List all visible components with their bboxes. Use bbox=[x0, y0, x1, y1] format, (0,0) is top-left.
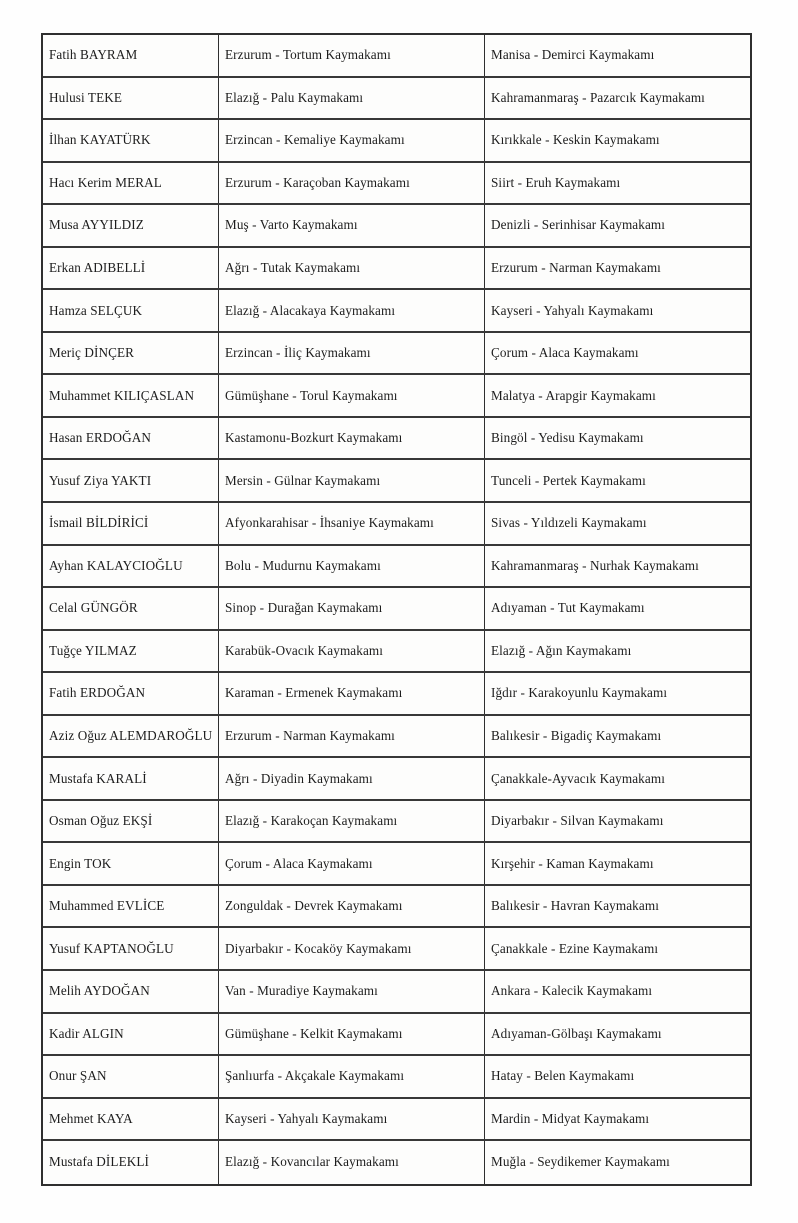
new-post-cell: Diyarbakır - Silvan Kaymakamı bbox=[491, 813, 664, 829]
current-post-cell: Van - Muradiye Kaymakamı bbox=[219, 971, 485, 1012]
new-post-cell: Bingöl - Yedisu Kaymakamı bbox=[491, 430, 644, 446]
table-row bbox=[43, 290, 750, 333]
current-post-cell: Karaman - Ermenek Kaymakamı bbox=[219, 673, 485, 714]
table-row bbox=[43, 418, 750, 461]
person-name-cell: Fatih BAYRAM bbox=[43, 35, 219, 76]
current-post-cell: Erzincan - Kemaliye Kaymakamı bbox=[219, 120, 485, 161]
new-post-cell: Kırıkkale - Keskin Kaymakamı bbox=[491, 132, 660, 148]
new-post-cell: Manisa - Demirci Kaymakamı bbox=[491, 47, 655, 63]
person-name-cell: Mehmet KAYA bbox=[43, 1099, 219, 1140]
person-name-cell: Tuğçe YILMAZ bbox=[43, 631, 219, 672]
current-post-cell: Şanlıurfa - Akçakale Kaymakamı bbox=[219, 1056, 485, 1097]
new-post-cell: Malatya - Arapgir Kaymakamı bbox=[491, 387, 656, 403]
current-post-cell: Kastamonu-Bozkurt Kaymakamı bbox=[219, 418, 485, 459]
person-name-cell: Yusuf Ziya YAKTI bbox=[43, 460, 219, 501]
table-row bbox=[43, 758, 750, 801]
new-post-cell: Çorum - Alaca Kaymakamı bbox=[491, 345, 639, 361]
new-post-cell: Kahramanmaraş - Nurhak Kaymakamı bbox=[491, 557, 699, 573]
current-post-cell: Afyonkarahisar - İhsaniye Kaymakamı bbox=[219, 503, 485, 544]
current-post-cell: Elazığ - Alacakaya Kaymakamı bbox=[219, 290, 485, 331]
table-row bbox=[43, 248, 750, 291]
current-post-cell: Elazığ - Kovancılar Kaymakamı bbox=[219, 1141, 485, 1184]
current-post-cell: Gümüşhane - Torul Kaymakamı bbox=[219, 375, 485, 416]
person-name-cell: Fatih ERDOĞAN bbox=[43, 673, 219, 714]
new-post-cell: Siirt - Eruh Kaymakamı bbox=[491, 174, 621, 190]
new-post-cell: Mardin - Midyat Kaymakamı bbox=[491, 1110, 650, 1126]
person-name-cell: Muhammed EVLİCE bbox=[43, 886, 219, 927]
new-post-cell: Balıkesir - Bigadiç Kaymakamı bbox=[491, 728, 662, 744]
current-post-cell: Gümüşhane - Kelkit Kaymakamı bbox=[219, 1014, 485, 1055]
table-row bbox=[43, 1141, 750, 1184]
table-row bbox=[43, 460, 750, 503]
appointments-table bbox=[41, 33, 752, 1186]
table-row bbox=[43, 1014, 750, 1057]
new-post-cell: Ankara - Kalecik Kaymakamı bbox=[491, 983, 653, 999]
new-post-cell: Balıkesir - Havran Kaymakamı bbox=[491, 898, 659, 914]
current-post-cell: Sinop - Durağan Kaymakamı bbox=[219, 588, 485, 629]
current-post-cell: Kayseri - Yahyalı Kaymakamı bbox=[219, 1099, 485, 1140]
person-name-cell: Osman Oğuz EKŞİ bbox=[43, 801, 219, 842]
current-post-cell: Mersin - Gülnar Kaymakamı bbox=[219, 460, 485, 501]
new-post-cell: Muğla - Seydikemer Kaymakamı bbox=[491, 1154, 670, 1170]
person-name-cell: İsmail BİLDİRİCİ bbox=[43, 503, 219, 544]
current-post-cell: Diyarbakır - Kocaköy Kaymakamı bbox=[219, 928, 485, 969]
new-post-cell: Denizli - Serinhisar Kaymakamı bbox=[491, 217, 666, 233]
person-name-cell: Erkan ADIBELLİ bbox=[43, 248, 219, 289]
person-name-cell: Engin TOK bbox=[43, 843, 219, 884]
table-row bbox=[43, 843, 750, 886]
current-post-cell: Bolu - Mudurnu Kaymakamı bbox=[219, 546, 485, 587]
table-row bbox=[43, 35, 750, 78]
new-post-cell: Tunceli - Pertek Kaymakamı bbox=[491, 472, 646, 488]
person-name-cell: Melih AYDOĞAN bbox=[43, 971, 219, 1012]
person-name-cell: Ayhan KALAYCIOĞLU bbox=[43, 546, 219, 587]
new-post-cell: Iğdır - Karakoyunlu Kaymakamı bbox=[491, 685, 668, 701]
person-name-cell: Hulusi TEKE bbox=[43, 78, 219, 119]
current-post-cell: Elazığ - Palu Kaymakamı bbox=[219, 78, 485, 119]
person-name-cell: Mustafa KARALİ bbox=[43, 758, 219, 799]
current-post-cell: Muş - Varto Kaymakamı bbox=[219, 205, 485, 246]
table-row bbox=[43, 673, 750, 716]
person-name-cell: Onur ŞAN bbox=[43, 1056, 219, 1097]
table-row bbox=[43, 205, 750, 248]
new-post-cell: Erzurum - Narman Kaymakamı bbox=[491, 260, 661, 275]
current-post-cell: Erzurum - Karaçoban Kaymakamı bbox=[219, 163, 485, 204]
current-post-cell: Erzurum - Narman Kaymakamı bbox=[219, 716, 485, 757]
new-post-cell: Kayseri - Yahyalı Kaymakamı bbox=[491, 302, 654, 318]
table-row bbox=[43, 588, 750, 631]
current-post-cell: Çorum - Alaca Kaymakamı bbox=[219, 843, 485, 884]
new-post-cell: Kahramanmaraş - Pazarcık Kaymakamı bbox=[491, 89, 705, 105]
new-post-cell: Elazığ - Ağın Kaymakamı bbox=[491, 642, 632, 658]
person-name-cell: Celal GÜNGÖR bbox=[43, 588, 219, 629]
table-row bbox=[43, 801, 750, 844]
person-name-cell: Muhammet KILIÇASLAN bbox=[43, 375, 219, 416]
table-row bbox=[43, 971, 750, 1014]
table-row bbox=[43, 333, 750, 376]
table-row bbox=[43, 78, 750, 121]
table-row bbox=[43, 1056, 750, 1099]
table-row bbox=[43, 886, 750, 929]
person-name-cell: Kadir ALGIN bbox=[43, 1014, 219, 1055]
person-name-cell: Aziz Oğuz ALEMDAROĞLU bbox=[43, 716, 219, 757]
table-row bbox=[43, 631, 750, 674]
new-post-cell: Kırşehir - Kaman Kaymakamı bbox=[491, 855, 654, 871]
table-row bbox=[43, 163, 750, 206]
current-post-cell: Erzurum - Tortum Kaymakamı bbox=[219, 35, 485, 76]
current-post-cell: Elazığ - Karakoçan Kaymakamı bbox=[219, 801, 485, 842]
new-post-cell: Adıyaman - Tut Kaymakamı bbox=[491, 600, 645, 616]
person-name-cell: Meriç DİNÇER bbox=[43, 333, 219, 374]
person-name-cell: Hamza SELÇUK bbox=[43, 290, 219, 331]
current-post-cell: Ağrı - Diyadin Kaymakamı bbox=[219, 758, 485, 799]
new-post-cell: Çanakkale-Ayvacık Kaymakamı bbox=[491, 770, 665, 786]
current-post-cell: Karabük-Ovacık Kaymakamı bbox=[219, 631, 485, 672]
person-name-cell: Hasan ERDOĞAN bbox=[43, 418, 219, 459]
current-post-cell: Zonguldak - Devrek Kaymakamı bbox=[219, 886, 485, 927]
table-row bbox=[43, 120, 750, 163]
current-post-cell: Erzincan - İliç Kaymakamı bbox=[219, 333, 485, 374]
new-post-cell: Hatay - Belen Kaymakamı bbox=[491, 1068, 635, 1084]
new-post-cell: Adıyaman-Gölbaşı Kaymakamı bbox=[491, 1025, 662, 1041]
table-row bbox=[43, 546, 750, 589]
new-post-cell: Çanakkale - Ezine Kaymakamı bbox=[491, 940, 659, 956]
person-name-cell: Yusuf KAPTANOĞLU bbox=[43, 928, 219, 969]
person-name-cell: İlhan KAYATÜRK bbox=[43, 120, 219, 161]
table-row bbox=[43, 1099, 750, 1142]
person-name-cell: Mustafa DİLEKLİ bbox=[43, 1141, 219, 1184]
current-post-cell: Ağrı - Tutak Kaymakamı bbox=[219, 248, 485, 289]
person-name-cell: Hacı Kerim MERAL bbox=[43, 163, 219, 204]
table-row bbox=[43, 375, 750, 418]
table-row bbox=[43, 716, 750, 759]
new-post-cell: Sivas - Yıldızeli Kaymakamı bbox=[491, 515, 647, 531]
person-name-cell: Musa AYYILDIZ bbox=[43, 205, 219, 246]
table-row bbox=[43, 503, 750, 546]
table-row bbox=[43, 928, 750, 971]
